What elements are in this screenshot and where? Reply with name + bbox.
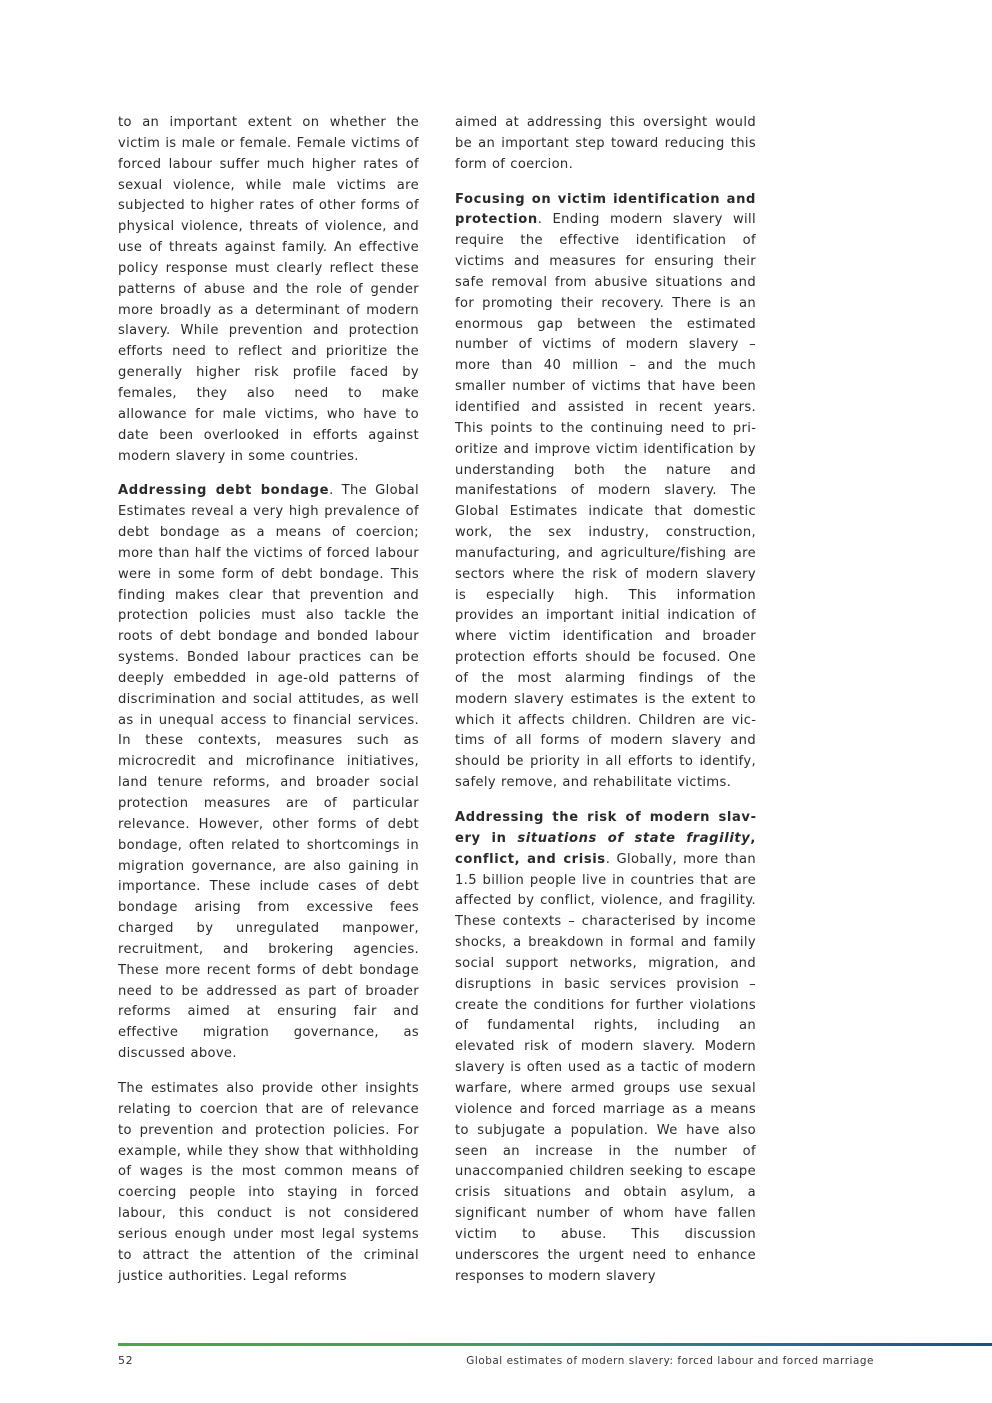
section-lead-debt-bondage: Addressing debt bondage <box>118 483 330 499</box>
paragraph-debt-bondage <box>118 481 419 1065</box>
lead-italic: situations of state fragility <box>517 830 751 846</box>
section-lead-victim-identification: Focusing on victim identification and protection <box>455 191 756 228</box>
paragraph-state-fragility <box>455 808 756 1287</box>
victim-identification-text: . Ending modern slavery will require the effective identification of victims and measures for ensuring their safe removal from abusive situations and for promoting their recovery. There is an enormous gap between the estimated number of victims of modern slavery – more than 40 million – and the much smaller number of victims that have been identified and assisted in recent years. This points to the continuing need to prioritize and improve victim identification by understanding both the nature and manifestations of modern slavery. The Global Estimates indicate that domestic work, the sex industry, construction, manufacturing, and agriculture/fishing are sectors where the risk of modern slavery is especially high. This information provides an important initial indication of where victim identification and broader protection efforts should be focused. One of the most alarming findings of the modern slavery estimates is the extent to which it affects children. Children are victims of all forms of modern slavery and should be priority in all efforts to identify, safely remove, and rehabilitate victims. <box>455 212 756 791</box>
lead-part-2: , conflict, and crisis <box>455 830 756 867</box>
paragraph-coercion-insights: The estimates also provide other insights relating to coercion that are of relevance to prevention and protection policies. For example, while they show that withholding of wages is the most common means of coercing people into staying in forced labour, this conduct is not considered serious enough under most legal systems to attract the attention of the criminal justice authorities. Legal reforms <box>118 1080 419 1284</box>
debt-bondage-text: . The Global Estimates reveal a very high prevalence of debt bondage as a means of coercion; more than half the victims of forced labour were in some form of debt bondage. This finding makes clear that prevention and protection policies must also tackle the roots of debt bondage and bonded labour systems. Bonded labour practices can be deeply embedded in age-old patterns of discrimination and social attitudes, as well as in unequal access to financial services. In these contexts, measures such as microcredit and microfinance initiatives, land tenure reforms, and broader social protection measures are of particular relevance. However, other forms of debt bondage, often related to shortcomings in migration governance, are also gaining in importance. These include cases of debt bondage arising from excessive fees charged by unregulated manpower, recruitment, and brokering agencies. These more recent forms of debt bondage need to be addressed as part of broader reforms aimed at ensuring fair and effective migration governance, as discussed above. <box>118 483 419 1062</box>
paragraph-victim-identification <box>455 190 756 794</box>
running-title: Global estimates of modern slavery: forced labour and forced marriage <box>466 1355 874 1367</box>
page-number: 52 <box>118 1354 134 1367</box>
footer-divider <box>118 1343 992 1346</box>
left-column <box>118 113 419 1287</box>
paragraph-oversight-continuation: aimed at addressing this oversight would be an important step toward reducing this form of coercion. <box>455 115 756 172</box>
state-fragility-text: . Globally, more than 1.5 billion people live in countries that are affected by conflict, violence, and fragility. These contexts – characterised by income shocks, a breakdown in formal and family social support networks, migration, and disruptions in basic services provision – create the conditions for further violations of fundamental rights, including an elevated risk of modern slavery. Modern slavery is often used as a tactic of modern warfare, where armed groups use sexual violence and forced marriage as a means to subjugate a population. We have also seen an increase in the number of unaccompanied children seeking to escape crisis situations and obtain asylum, a significant number of whom have fallen victim to abuse. This discussion underscores the urgent need to enhance responses to modern slavery <box>455 851 756 1284</box>
right-column <box>455 113 756 1287</box>
lead-part-1: Addressing the risk of modern slavery in <box>455 810 756 846</box>
paragraph-gender-patterns: to an important extent on whether the victim is male or female. Female victims of forced labour suffer much higher rates of sexual violence, while male victims are subjected to higher rates of other forms of physical violence, threats of violence, and use of threats against family. An effective policy response must clearly reflect these patterns of abuse and the role of gender more broadly as a determinant of modern slavery. While prevention and protection efforts need to reflect and prioritize the generally higher risk profile faced by females, they also need to make allowance for male victims, who have to date been overlooked in efforts against modern slavery in some countries. <box>118 115 419 464</box>
